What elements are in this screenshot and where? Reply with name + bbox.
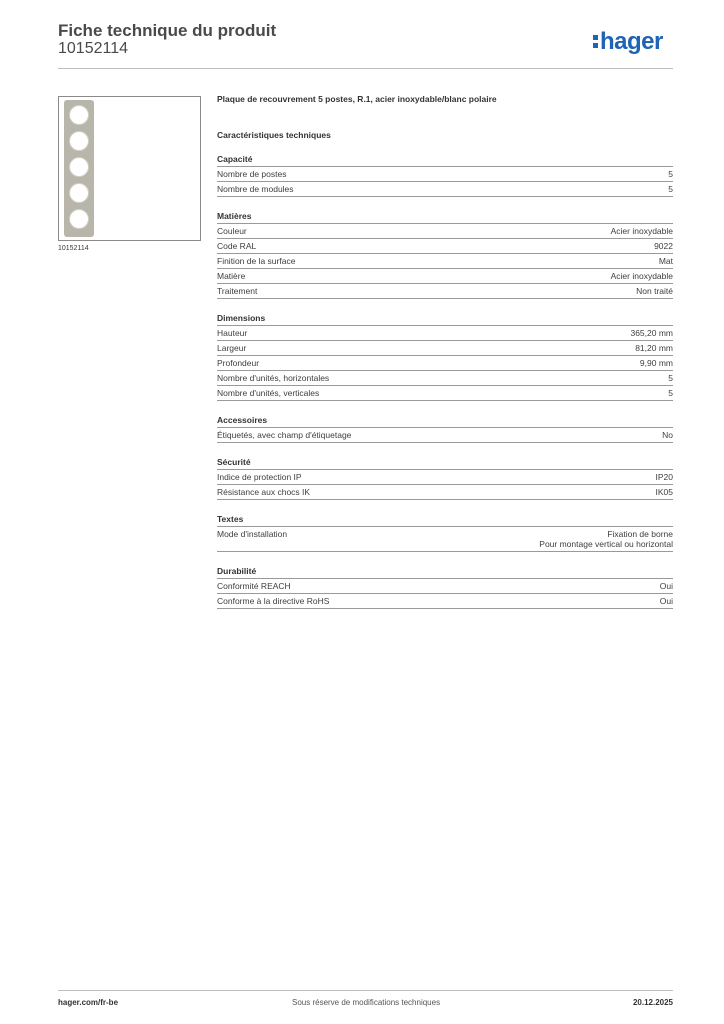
spec-label: Nombre de modules bbox=[217, 184, 294, 194]
spec-value-line: 5 bbox=[668, 373, 673, 383]
footer-date: 20.12.2025 bbox=[632, 998, 673, 1007]
footer-divider bbox=[58, 990, 673, 991]
footer-disclaimer: Sous réserve de modifications techniques bbox=[292, 998, 441, 1007]
spec-row bbox=[217, 527, 673, 552]
product-code: 10152114 bbox=[58, 40, 128, 57]
spec-value bbox=[659, 256, 673, 266]
spec-value bbox=[656, 472, 674, 482]
spec-row bbox=[217, 485, 673, 500]
spec-value-line: Non traité bbox=[636, 286, 673, 296]
spec-value-line: No bbox=[662, 430, 673, 440]
spec-value-line: 5 bbox=[668, 169, 673, 179]
spec-label: Conforme à la directive RoHS bbox=[217, 596, 330, 606]
spec-value bbox=[656, 487, 674, 497]
spec-row bbox=[217, 594, 673, 609]
spec-value bbox=[635, 343, 673, 353]
spec-row bbox=[217, 386, 673, 401]
spec-content bbox=[217, 94, 673, 609]
spec-value bbox=[662, 430, 673, 440]
plate-opening bbox=[69, 157, 89, 177]
logo-colon-icon bbox=[592, 32, 599, 50]
spec-row bbox=[217, 341, 673, 356]
spec-value-line: 9022 bbox=[654, 241, 673, 251]
spec-label: Matière bbox=[217, 271, 246, 281]
product-description: Plaque de recouvrement 5 postes, R.1, acier inoxydable/blanc polaire bbox=[217, 94, 497, 104]
spec-label: Profondeur bbox=[217, 358, 260, 368]
spec-label: Nombre d'unités, verticales bbox=[217, 388, 320, 398]
section-title: Accessoires bbox=[217, 415, 673, 428]
spec-row bbox=[217, 167, 673, 182]
cover-plate-image bbox=[64, 100, 94, 237]
spec-value-line: 5 bbox=[668, 184, 673, 194]
spec-value bbox=[640, 358, 673, 368]
spec-row bbox=[217, 356, 673, 371]
section-title: Dimensions bbox=[217, 313, 673, 326]
spec-value bbox=[654, 241, 673, 251]
spec-row bbox=[217, 470, 673, 485]
spec-row bbox=[217, 428, 673, 443]
spec-value bbox=[611, 226, 673, 236]
spec-sections bbox=[217, 154, 673, 609]
spec-label: Mode d'installation bbox=[217, 529, 288, 539]
spec-value-line: Pour montage vertical ou horizontal bbox=[539, 539, 673, 549]
section-title: Textes bbox=[217, 514, 673, 527]
spec-value-line: 9,90 mm bbox=[639, 358, 673, 368]
spec-section bbox=[217, 457, 673, 500]
plate-opening bbox=[69, 209, 89, 229]
spec-label: Largeur bbox=[217, 343, 247, 353]
spec-value bbox=[630, 328, 673, 338]
spec-label: Finition de la surface bbox=[217, 256, 296, 266]
spec-label: Indice de protection IP bbox=[217, 472, 302, 482]
spec-row bbox=[217, 326, 673, 341]
spec-value-line: Oui bbox=[659, 581, 673, 591]
hager-logo bbox=[592, 28, 663, 56]
spec-row bbox=[217, 371, 673, 386]
footer-website[interactable]: hager.com/fr-be bbox=[58, 998, 119, 1007]
spec-label: Conformité REACH bbox=[217, 581, 291, 591]
spec-value bbox=[611, 271, 673, 281]
section-title: Capacité bbox=[217, 154, 673, 167]
spec-value bbox=[668, 388, 673, 398]
spec-label: Hauteur bbox=[217, 328, 248, 338]
spec-label: Couleur bbox=[217, 226, 247, 236]
spec-section bbox=[217, 154, 673, 197]
spec-row bbox=[217, 224, 673, 239]
product-image bbox=[58, 96, 201, 241]
spec-value-line: Mat bbox=[658, 256, 673, 266]
spec-row bbox=[217, 254, 673, 269]
page-title: Fiche technique du produit bbox=[58, 21, 277, 40]
spec-section bbox=[217, 313, 673, 401]
spec-value-line: 365,20 mm bbox=[630, 328, 673, 338]
spec-value-line: Acier inoxydable bbox=[610, 226, 673, 236]
section-title: Matières bbox=[217, 211, 673, 224]
spec-label: Nombre de postes bbox=[217, 169, 287, 179]
spec-label: Traitement bbox=[217, 286, 258, 296]
spec-value-line: 81,20 mm bbox=[635, 343, 673, 353]
spec-value bbox=[660, 581, 673, 591]
spec-value bbox=[668, 184, 673, 194]
spec-value-line: Fixation de borne bbox=[607, 529, 673, 539]
spec-value-line: Acier inoxydable bbox=[610, 271, 673, 281]
spec-section bbox=[217, 415, 673, 443]
plate-opening bbox=[69, 183, 89, 203]
spec-value-line: IK05 bbox=[655, 487, 673, 497]
spec-row bbox=[217, 239, 673, 254]
spec-value bbox=[668, 373, 673, 383]
spec-value bbox=[660, 596, 673, 606]
spec-row bbox=[217, 284, 673, 299]
spec-row bbox=[217, 269, 673, 284]
plate-opening bbox=[69, 105, 89, 125]
spec-section bbox=[217, 514, 673, 552]
spec-row bbox=[217, 579, 673, 594]
logo-text: hager bbox=[600, 28, 663, 55]
specs-heading: Caractéristiques techniques bbox=[217, 130, 331, 140]
spec-label: Étiquetés, avec champ d'étiquetage bbox=[217, 430, 352, 440]
spec-row bbox=[217, 182, 673, 197]
plate-opening bbox=[69, 131, 89, 151]
header-divider bbox=[58, 68, 673, 69]
spec-label: Code RAL bbox=[217, 241, 257, 251]
section-title: Sécurité bbox=[217, 457, 673, 470]
spec-section bbox=[217, 211, 673, 299]
spec-label: Nombre d'unités, horizontales bbox=[217, 373, 330, 383]
image-caption: 10152114 bbox=[58, 245, 89, 252]
spec-label: Résistance aux chocs IK bbox=[217, 487, 311, 497]
spec-section bbox=[217, 566, 673, 609]
spec-value-line: IP20 bbox=[655, 472, 673, 482]
spec-value bbox=[668, 169, 673, 179]
section-title: Durabilité bbox=[217, 566, 673, 579]
spec-value bbox=[539, 529, 673, 549]
spec-value-line: Oui bbox=[659, 596, 673, 606]
spec-value bbox=[636, 286, 673, 296]
spec-value-line: 5 bbox=[668, 388, 673, 398]
